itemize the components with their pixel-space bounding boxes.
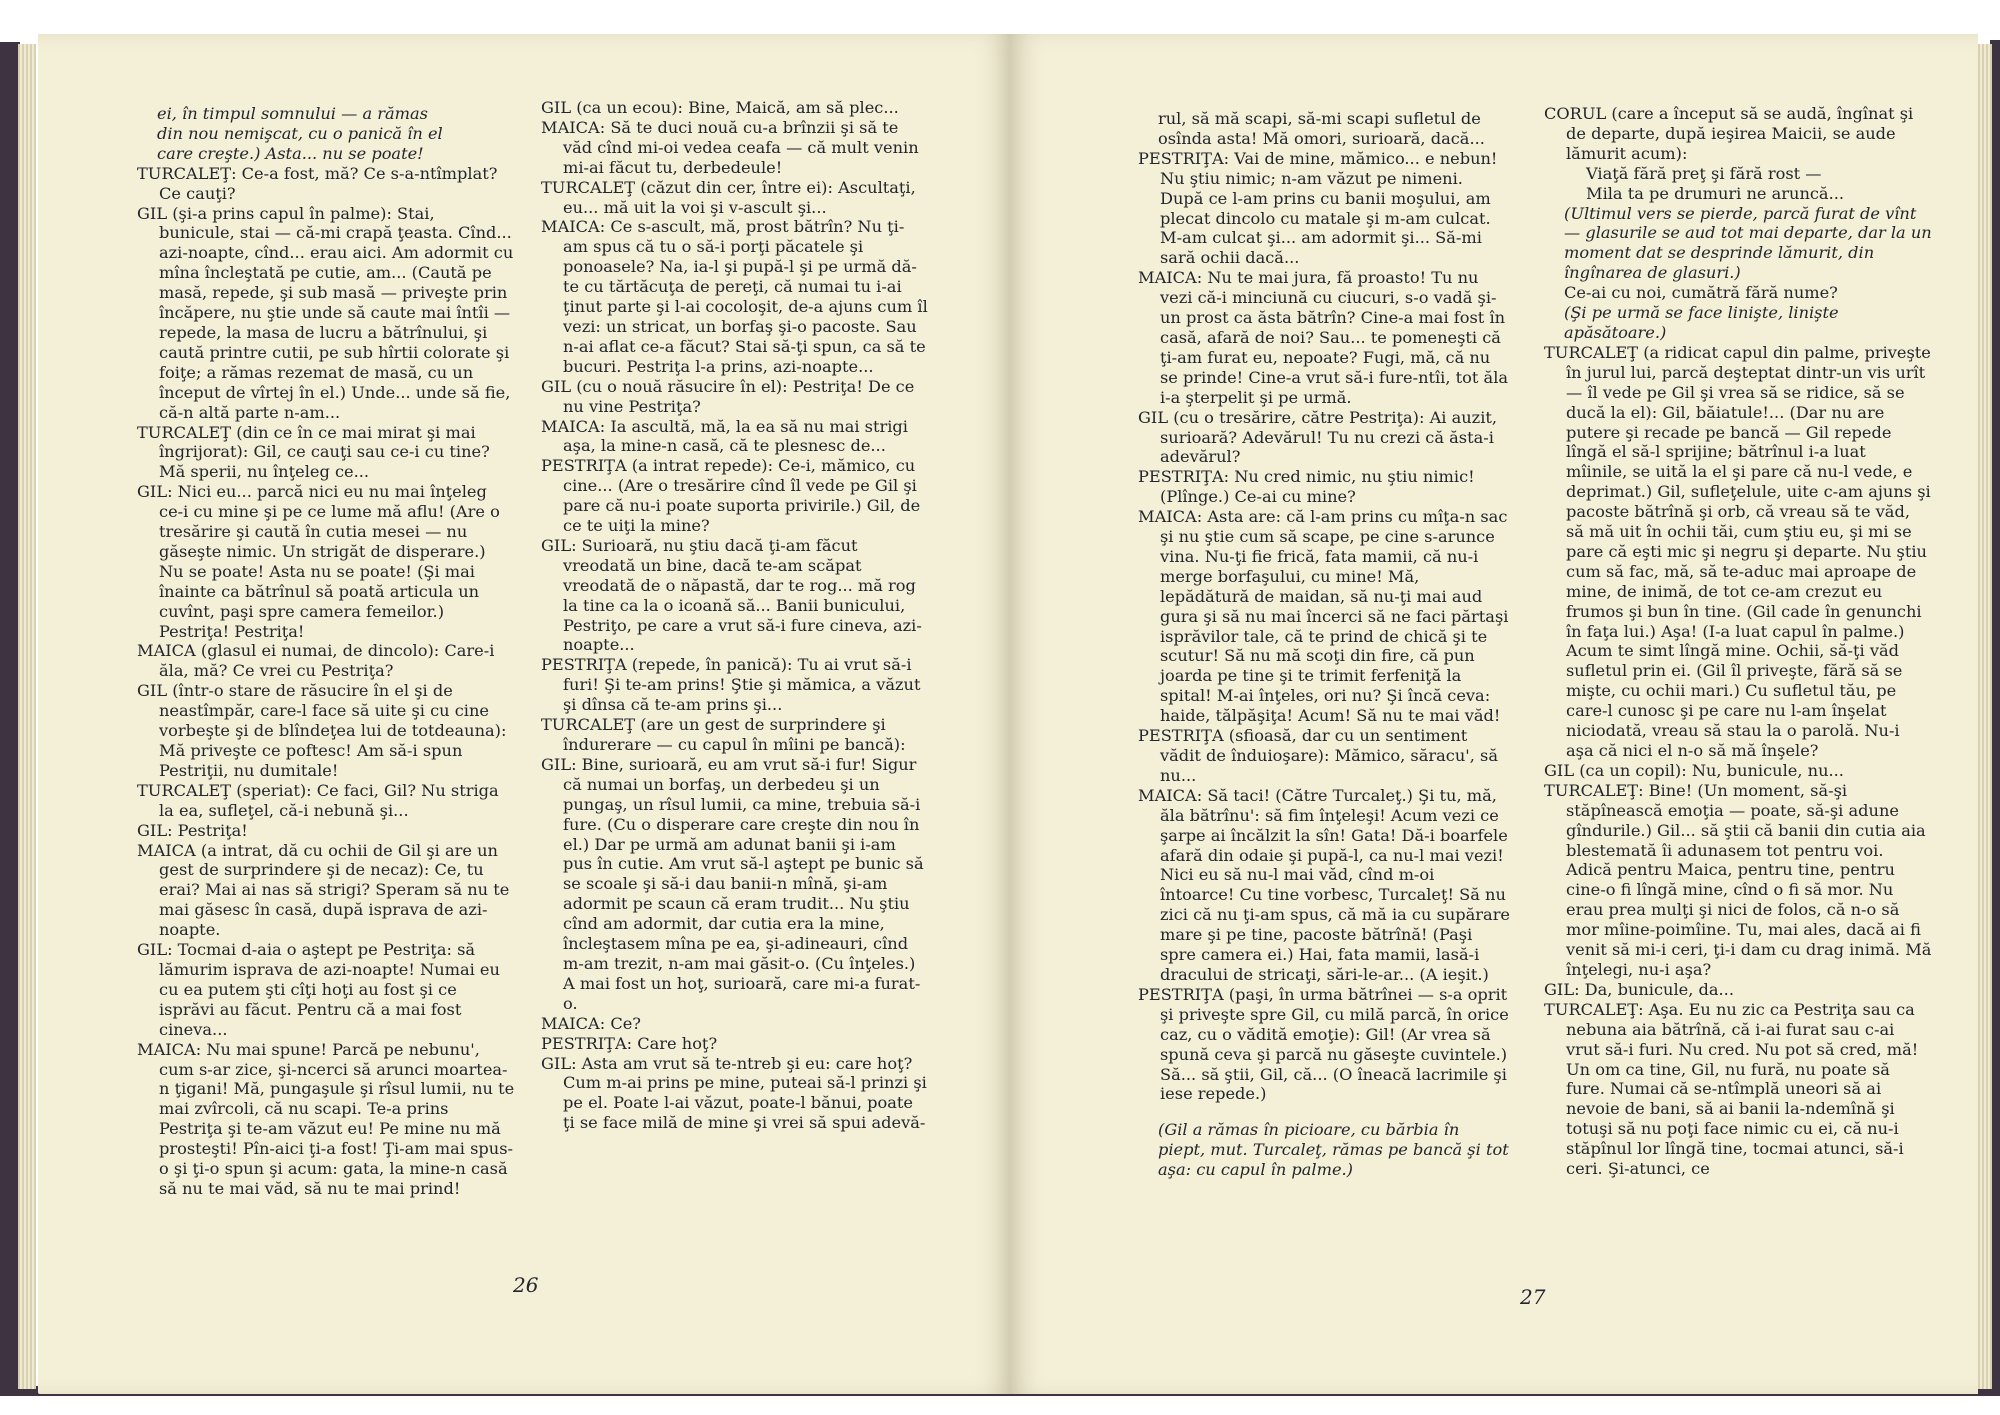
- text-paragraph: GIL: Da, bunicule, da...: [1544, 979, 1734, 999]
- text-paragraph: PESTRIŢA: Vai de mine, mămico... e nebun! Nu ştiu nimic; n-am văzut pe nimeni. După ce l-am prins cu banii moşului, am plecat dincolo cu matale şi m-am culcat. M-am culcat şi... am adormit şi... Să-mi sară ochii dacă...: [1138, 148, 1498, 268]
- text-paragraph: rul, să mă scapi, să-mi scapi sufletul de osînda asta! Mă omori, surioară, dacă...: [1158, 109, 1485, 148]
- text-paragraph: GIL: Tocmai d-aia o aştept pe Pestriţa: să lămurim isprava de azi-noapte! Numai eu cu ea putem şti cîţi hoţi au fost şi ce isprăvi au făcut. Pentru că a mai fost cineva...: [137, 940, 500, 1039]
- text-paragraph: GIL: Asta am vrut să te-ntreb şi eu: care hoţ? Cum m-ai prins pe mine, puteai să-l prinzi şi pe el. Poate l-ai văzut, poate-l bănui, poate ţi se face milă de mine şi vrei să spui adevă-: [541, 1053, 927, 1133]
- text-paragraph: PESTRIŢA (a intrat repede): Ce-i, mămico, cu cine... (Are o tresărire cînd îl vede pe Gil şi pare că nu-i poate suporta privirile.) Gil, de ce te uiţi la mine?: [541, 456, 921, 536]
- text-paragraph: care creşte.) Asta... nu se poate!: [157, 143, 424, 163]
- page-number: 26: [513, 1273, 539, 1297]
- text-paragraph: TURCALEŢ (căzut din cer, între ei): Ascultaţi, eu... mă uit la voi şi v-ascult şi...: [541, 177, 916, 217]
- text-paragraph: (Ultimul vers se pierde, parcă furat de vînt — glasurile se aud tot mai departe, dar la un moment dat se desprinde lămurit, din îngînarea de glasuri.): [1564, 203, 1932, 283]
- right-page-column-1: [1138, 109, 1510, 1180]
- text-paragraph: TURCALEŢ (are un gest de surprindere şi îndurerare — cu capul în mîini pe bancă):: [541, 715, 906, 754]
- text-paragraph: GIL: Nici eu... parcă nici eu nu mai înţeleg ce-i cu mine şi pe ce lume mă aflu! (Are o tresărire şi caută în cutia mesei — nu găseşte nimic. Un strigăt de disperare.) Nu se poate! Asta nu se poate! (Şi mai înainte ca bătrînul să poată articula un cuvînt, paşi spre camera femeilor.) Pestriţa! Pestriţa!: [137, 482, 500, 641]
- text-paragraph: PESTRIŢA: Care hoţ?: [541, 1033, 718, 1053]
- text-paragraph: Ce-ai cu noi, cumătră fără nume?: [1564, 283, 1838, 303]
- text-paragraph: MAICA: Ce s-ascult, mă, prost bătrîn? Nu ţi-am spus că tu o să-i porţi păcatele şi ponoasele? Na, ia-l şi pupă-l şi pe urmă dă-te cu tărtăcuţa de pereţi, că numai tu i-ai ţinut parte şi l-ai cocoloşit, de-a ajuns cum îl vezi: un stricat, un borfaş şi-o pacoste. Sau n-ai aflat ce-a făcut? Stai să-ţi spun, ca să te bucuri. Pestriţa l-a prins, azi-noapte...: [541, 217, 928, 376]
- text-paragraph: GIL (ca un ecou): Bine, Maică, am să plec...: [541, 98, 899, 117]
- text-paragraph: GIL (şi-a prins capul în palme): Stai, bunicule, stai — că-mi crapă ţeasta. Cînd... azi-noapte, cînd... erau aici. Am adormit cu mîna încleştată pe cutie, am... (Caută pe masă, repede, şi sub masă — priveşte prin încăpere, nu ştie unde să caute mai întîi — repede, la masa de lucru a bătrînului, şi caută printre cutii, pe sub hîrtii colorate şi foiţe; a rămas rezemat de masă, cu un început de vîrtej în el.) Unde... unde să fie, că-n altă parte n-am...: [137, 203, 514, 422]
- text-paragraph: MAICA: Asta are: că l-am prins cu mîţa-n sac şi nu ştie cum să scape, pe cine s-arunce vina. Nu-ţi fie frică, fata mamii, că nu-i merge borfaşului, cu mine! Mă, lepădătură de maidan, să nu-ţi mai aud gura şi să nu mai încerci să ne faci părtaşi isprăvilor tale, că te prind de chică şi te scutur! Să nu mă scoţi din fire, că pun joarda pe tine şi te trimit ferfeniţă la spital! M-ai înţeles, ori nu? Şi încă ceva: haide, tălpăşiţa! Acum! Să nu te mai văd!: [1138, 507, 1509, 726]
- text-paragraph: TURCALEŢ (speriat): Ce faci, Gil? Nu striga la ea, sufleţel, că-i nebună şi...: [137, 780, 499, 820]
- text-paragraph: GIL: Bine, surioară, eu am vrut să-i fur! Sigur că numai un borfaş, un derbedeu şi un pungaş, un rîsul lumii, ca mine, trebuia să-i fure. (Cu o disperare care creşte din nou în el.) Dar pe urmă am adunat banii şi i-am pus în cutie. Am vrut să-l aştept pe bunic să se scoale şi să-i dau banii-n mînă, şi-am adormit pe scaun că eram trudit... Nu ştiu cînd am adormit, dar cutia era la mine, încleştasem mîna pe ea, şi-adineauri, cînd m-am trezit, n-am mai găsit-o. (Cu înţeles.) A mai fost un hoţ, surioară, care mi-a furat-o.: [541, 754, 924, 1013]
- text-paragraph: MAICA (a intrat, dă cu ochii de Gil şi are un gest de surprindere şi de necaz): Ce, tu erai? Mai ai nas să strigi? Speram să nu te mai găsesc în casă, după isprava de azi-noapte.: [137, 840, 510, 940]
- open-book: [0, 34, 2000, 1415]
- text-paragraph: MAICA: Să taci! (Către Turcaleţ.) Şi tu, mă, ăla bătrînu': să fim înţeleşi! Acum vezi ce şarpe ai încălzit la sîn! Gata! Dă-i boarfele afară din odaie şi pupă-l, ca nu-l mai vezi! Nici eu să nu-l mai văd, cînd m-oi întoarce! Cu tine vorbesc, Turcaleţ! Să nu zici că nu ţi-am spus, că mă ia cu supărare mare şi pe tine, pacoste bătrînă! (Paşi spre camera ei.) Hai, fata mamii, lasă-i dracului de stricaţi, sări-le-ar... (A ieşit.): [1138, 785, 1511, 984]
- text-paragraph: GIL (cu o nouă răsucire în el): Pestriţa! De ce nu vine Pestriţa?: [541, 376, 915, 416]
- page-stack-right: [1978, 44, 1992, 1389]
- text-paragraph: GIL (într-o stare de răsucire în el şi de neastîmpăr, care-l face să uite şi cu cine vorbeşte şi de blîndeţea lui de totdeauna): Mă priveşte ce poftesc! Am să-i spun Pestriţii, nu dumitale!: [137, 681, 507, 780]
- text-paragraph: MAICA (glasul ei numai, de dincolo): Care-i ăla, mă? Ce vrei cu Pestriţa?: [137, 641, 495, 681]
- book-cover-left-edge: [0, 42, 20, 1394]
- text-paragraph: TURCALEŢ (din ce în ce mai mirat şi mai îngrijorat): Gil, ce cauţi sau ce-i cu tine? Mă sperii, nu înţeleg ce...: [137, 422, 490, 482]
- left-page-column-1: [137, 104, 515, 1199]
- text-paragraph: GIL: Surioară, nu ştiu dacă ţi-am făcut vreodată un bine, dacă te-am scăpat vreodată de o năpastă, dar te rog... mă rog la tine ca la o icoană să... Banii bunicului, Pestriţo, pe care a vrut să-i fure cineva, azi-noapte...: [541, 535, 922, 655]
- text-paragraph: MAICA: Nu mai spune! Parcă pe nebunu', cum s-ar zice, şi-ncerci să arunci moartea-n ţigani! Mă, pungaşule şi rîsul lumii, nu te mai zvîrcoli, că nu scapi. Te-a prins Pestriţa şi te-am văzut eu! Pe mine nu mă prosteşti! Pîn-aici ţi-a fost! Ţi-am mai spus-o şi ţi-o spun şi acum: gata, la mine-n casă să nu te mai văd, să nu te mai prind!: [137, 1039, 515, 1198]
- text-paragraph: TURCALEŢ: Bine! (Un moment, să-şi stăpînească emoţia — poate, să-şi adune gîndurile.) Gil... să ştii că banii din cutia aia blestemată îi adunasem tot pentru voi. Adică pentru Maica, pentru tine, pentru cine-o fi lîngă mine, cînd o fi să mor. Nu erau prea mulţi şi nici de folos, că n-o să mor mîine-poimîine. Tu, mai ales, dacă ai fi venit să mi-i ceri, ţi-i dam cu drag inimă. Mă înţelegi, nu-i aşa?: [1544, 780, 1932, 979]
- right-page: [1010, 34, 1978, 1394]
- left-page: [38, 34, 1010, 1394]
- page-number: 27: [1520, 1285, 1546, 1309]
- text-paragraph: Viaţă fără preţ şi fără rost —: [1586, 163, 1822, 183]
- text-paragraph: MAICA: Să te duci nouă cu-a brînzii şi să te văd cînd mi-oi vedea ceafa — că mult venin mi-ai făcut tu, derbedeule!: [541, 117, 919, 177]
- text-paragraph: (Gil a rămas în picioare, cu bărbia în piept, mut. Turcaleţ, rămas pe bancă şi tot aşa: cu capul în palme.): [1158, 1120, 1509, 1180]
- text-paragraph: PESTRIŢA: Nu cred nimic, nu ştiu nimic! (Plînge.) Ce-ai cu mine?: [1138, 467, 1475, 507]
- text-paragraph: ei, în timpul somnului — a rămas: [157, 104, 428, 123]
- text-paragraph: PESTRIŢA (sfioasă, dar cu un sentiment vădit de înduioşare): Mămico, săracu', să nu...: [1138, 726, 1498, 785]
- text-paragraph: GIL (cu o tresărire, către Pestriţa): Ai auzit, surioară? Adevărul! Tu nu crezi că ăsta-i adevărul?: [1138, 407, 1498, 467]
- text-paragraph: MAICA: Ce?: [541, 1013, 641, 1033]
- text-paragraph: PESTRIŢA (paşi, în urma bătrînei — s-a oprit şi priveşte spre Gil, cu milă parcă, în orice caz, cu o vădită emoţie): Gil! (Ar vrea să spună ceva şi parcă nu găseşte cuvintele.) Să... să ştii, Gil, că... (O îneacă lacrimile şi iese repede.): [1138, 984, 1509, 1104]
- left-page-column-2: [541, 98, 929, 1133]
- text-paragraph: MAICA: Ia ascultă, mă, la ea să nu mai strigi aşa, la mine-n casă, că te plesnesc de...: [541, 416, 908, 456]
- text-paragraph: din nou nemişcat, cu o panică în el: [157, 123, 443, 143]
- text-paragraph: GIL: Pestriţa!: [137, 820, 248, 840]
- text-paragraph: TURCALEŢ (a ridicat capul din palme, priveşte în jurul lui, parcă deşteptat dintr-un vis urît — îl vede pe Gil şi vrea să se ridice, să se ducă la el): Gil, băiatule!... (Dar nu are putere şi recade pe bancă — Gil repede lîngă el să-l sprijine; bătrînul i-a luat mîinile, se uită la el şi pare că nu-l vede, e deprimat.) Gil, sufleţelule, uite c-am ajuns şi pacoste bătrînă şi orb, că vreau să te văd, să mă uit în ochii tăi, cum ştiu eu, şi mi se pare că eşti mic şi negru şi departe. Nu ştiu cum să fac, mă, să te-aduc mai aproape de mine, de inimă, de tot ce-am crezut eu frumos şi bun în tine. (Gil cade în genunchi în faţa lui.) Aşa! (I-a luat capul în palme.) Acum te simt lîngă mine. Ochii, să-ţi văd sufletul prin ei. (Gil îl priveşte, fără să se mişte, cu ochii mari.) Cu sufletul tău, pe care-l cunosc şi pe care nu l-am înşelat niciodată, vreau să stau la o parolă. Nu-i aşa că nici el n-o să mă înşele?: [1544, 342, 1931, 760]
- text-paragraph: (Şi pe urmă se face linişte, linişte apăsătoare.): [1564, 303, 1839, 342]
- text-paragraph: MAICA: Nu te mai jura, fă proasto! Tu nu vezi că-i minciună cu ciucuri, s-o vadă şi-un prost ca ăsta bătrîn? Cine-a mai fost în casă, afară de noi? Sau... te pomeneşti că ţi-am furat eu, nepoate? Fugi, mă, că nu se prinde! Cine-a vrut să-i fure-ntîi, tot ăla i-a şterpelit şi pe urmă.: [1138, 268, 1509, 407]
- text-paragraph: TURCALEŢ: Ce-a fost, mă? Ce s-a-ntîmplat? Ce cauţi?: [137, 163, 498, 203]
- text-paragraph: GIL (ca un copil): Nu, bunicule, nu...: [1544, 760, 1844, 780]
- text-paragraph: TURCALEŢ: Aşa. Eu nu zic ca Pestriţa sau ca nebuna aia bătrînă, că i-ai furat sau c-ai vrut să-i furi. Nu cred. Nu pot să cred, mă! Un om ca tine, Gil, nu fură, nu poate să fure. Numai că se-ntîmplă uneori să ai nevoie de bani, să ai banii la-ndemînă şi totuşi să nu poţi face nimic cu ei, că nu-i stăpînul lor lîngă tine, tocmai atunci, să-i ceri. Şi-atunci, ce: [1544, 999, 1919, 1179]
- page-stack-left: [18, 44, 36, 1389]
- right-page-column-2: [1544, 104, 1932, 1179]
- text-paragraph: Mila ta pe drumuri ne aruncă...: [1586, 183, 1845, 203]
- text-paragraph: PESTRIŢA (repede, în panică): Tu ai vrut să-i furi! Şi te-am prins! Ştie şi mămica, a văzut şi dînsa că te-am prins şi...: [541, 655, 921, 715]
- text-paragraph: CORUL (care a început să se audă, îngînat şi de departe, după ieşirea Maicii, se aude lămurit acum):: [1544, 104, 1914, 163]
